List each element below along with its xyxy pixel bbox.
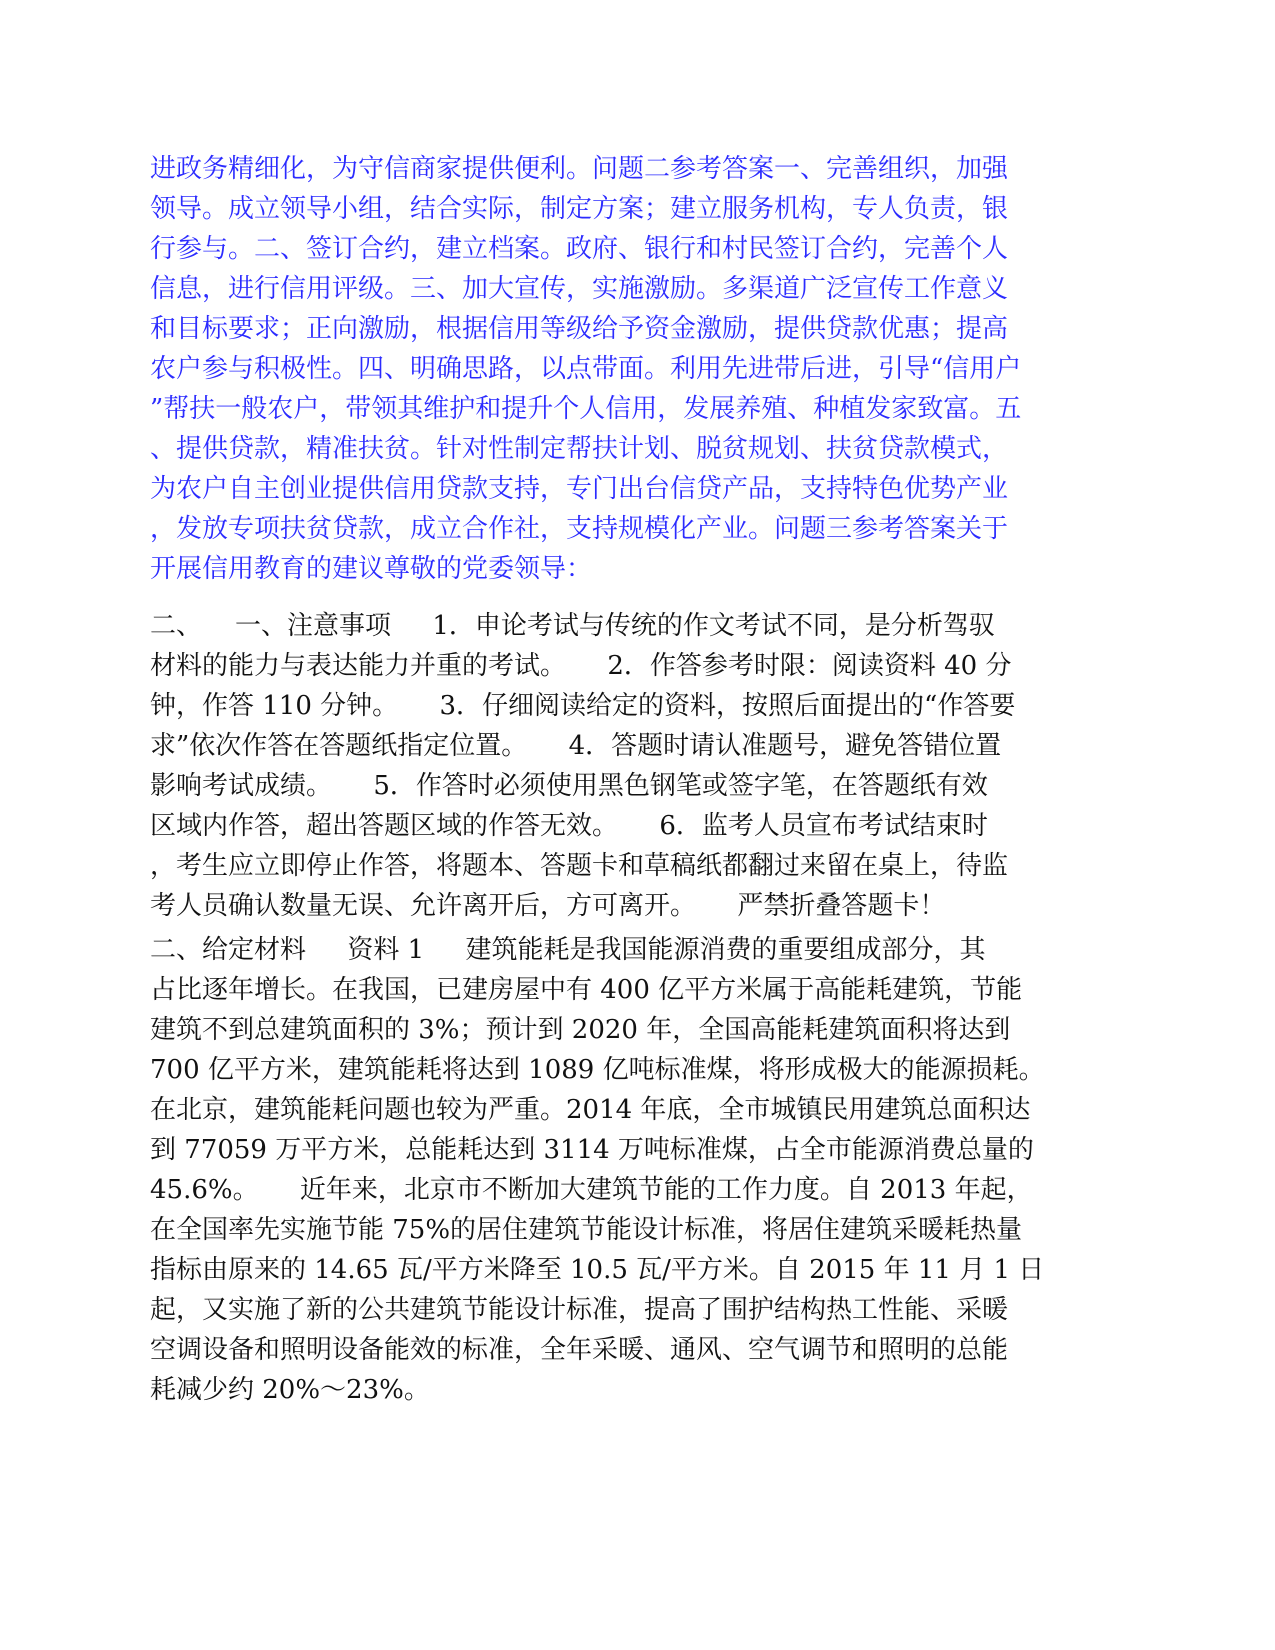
answer-line: 信息，进行信用评级。三、加大宣传，实施激励。多渠道广泛宣传工作意义 [150,274,1009,304]
material-line: 占比逐年增长。在我国，已建房屋中有 400 亿平方米属于高能耗建筑，节能 [150,975,1023,1005]
material-line: 700 亿平方米，建筑能耗将达到 1089 亿吨标准煤，将形成极大的能源损耗。 [150,1055,1045,1085]
answer-line: 、提供贷款，精准扶贫。针对性制定帮扶计划、脱贫规划、扶贫贷款模式， [150,434,1009,464]
material-line: 在北京，建筑能耗问题也较为严重。2014 年底，全市城镇民用建筑总面积达 [150,1095,1031,1125]
notice-line: 二、 一、注意事项 1．申论考试与传统的作文考试不同，是分析驾驭 [150,611,995,641]
answer-line: 开展信用教育的建议尊敬的党委领导： [150,554,593,584]
notice-line: ，考生应立即停止作答，将题本、答题卡和草稿纸都翻过来留在桌上，待监 [150,851,1009,881]
notice-line: 求”依次作答在答题纸指定位置。 4．答题时请认准题号，避免答错位置 [150,731,1002,761]
notice-paragraph [150,606,1140,926]
material-line: 耗减少约 20%～23%。 [150,1375,430,1405]
material-line: 指标由原来的 14.65 瓦/平方米降至 10.5 瓦/平方米。自 2015 年 11 月 1 日 [150,1255,1045,1285]
material-line: 起，又实施了新的公共建筑节能设计标准，提高了围护结构热工性能、采暖 [150,1295,1009,1325]
answer-line: 行参与。二、签订合约，建立档案。政府、银行和村民签订合约，完善个人 [150,234,1009,264]
notice-line: 影响考试成绩。 5．作答时必须使用黑色钢笔或签字笔，在答题纸有效 [150,771,988,801]
material-line: 二、给定材料 资料 1 建筑能耗是我国能源消费的重要组成部分，其 [150,935,986,965]
answer-line: 为农户自主创业提供信用贷款支持，专门出台信贷产品，支持特色优势产业 [150,474,1009,504]
answer-line: ”帮扶一般农户，带领其维护和提升个人信用，发展养殖、种植发家致富。五 [150,394,1022,424]
notice-line: 材料的能力与表达能力并重的考试。 2．作答参考时限：阅读资料 40 分 [150,651,1012,681]
answer-paragraph [150,149,1140,589]
material-line: 45.6%。 近年来，北京市不断加大建筑节能的工作力度。自 2013 年起， [150,1175,1033,1205]
answer-line: ，发放专项扶贫贷款，成立合作社，支持规模化产业。问题三参考答案关于 [150,514,1009,544]
answer-line: 进政务精细化，为守信商家提供便利。问题二参考答案一、完善组织，加强 [150,154,1009,184]
answer-line: 和目标要求；正向激励，根据信用等级给予资金激励，提供贷款优惠；提高 [150,314,1009,344]
notice-line: 区域内作答，超出答题区域的作答无效。 6．监考人员宣布考试结束时 [150,811,988,841]
notice-line: 考人员确认数量无误、允许离开后，方可离开。 严禁折叠答题卡！ [150,891,946,921]
material-line: 建筑不到总建筑面积的 3%；预计到 2020 年，全国高能耗建筑面积将达到 [150,1015,1011,1045]
material-line: 到 77059 万平方米，总能耗达到 3114 万吨标准煤，占全市能源消费总量的 [150,1135,1034,1165]
material-line: 空调设备和照明设备能效的标准，全年采暖、通风、空气调节和照明的总能 [150,1335,1009,1365]
material-paragraph [150,930,1140,1410]
notice-line: 钟，作答 110 分钟。 3．仔细阅读给定的资料，按照后面提出的“作答要 [150,691,1016,721]
answer-line: 农户参与积极性。四、明确思路，以点带面。利用先进带后进，引导“信用户 [150,354,1022,384]
material-line: 在全国率先实施节能 75%的居住建筑节能设计标准，将居住建筑采暖耗热量 [150,1215,1023,1245]
answer-line: 领导。成立领导小组，结合实际，制定方案；建立服务机构，专人负责，银 [150,194,1009,224]
